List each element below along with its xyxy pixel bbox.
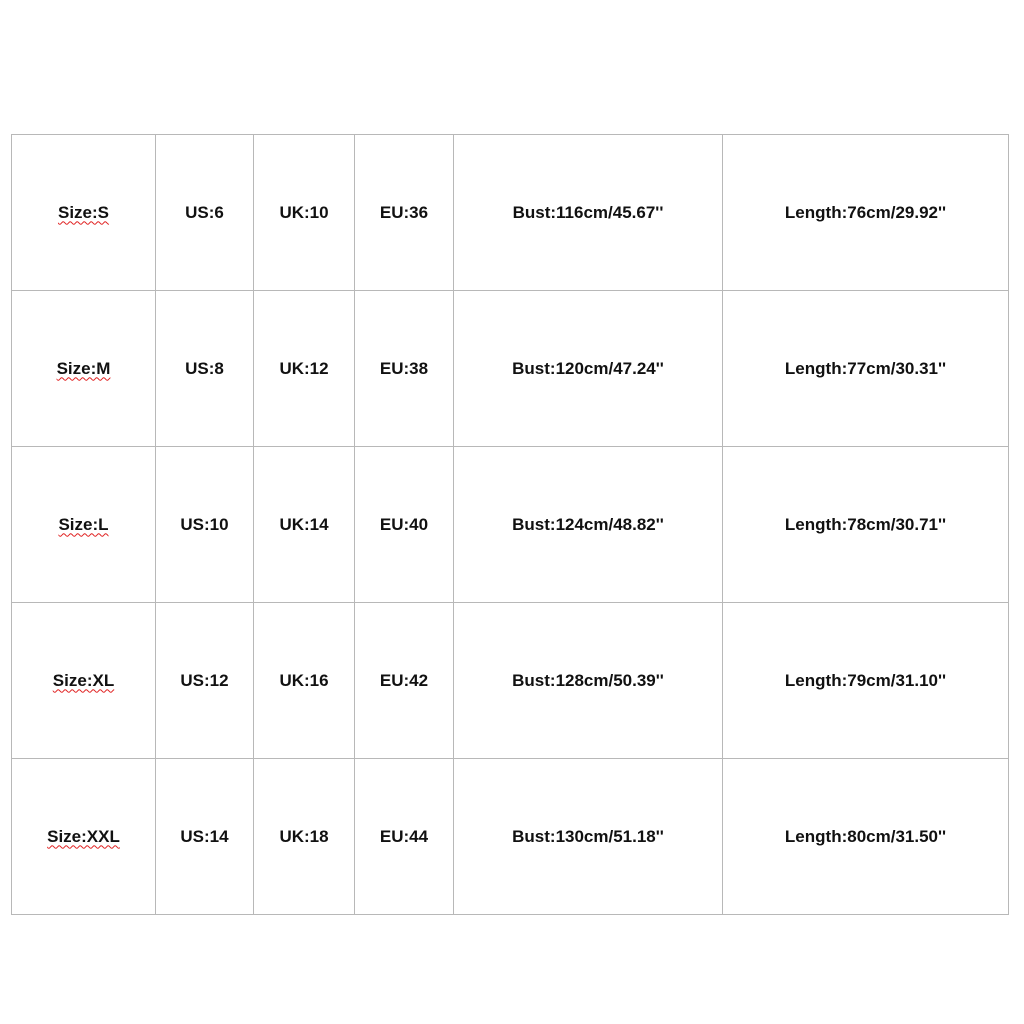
bust-cell: Bust:124cm/48.82'': [454, 447, 723, 603]
length-cell: Length:78cm/30.71'': [723, 447, 1009, 603]
eu-size-cell: EU:40: [355, 447, 454, 603]
length-cell: Length:80cm/31.50'': [723, 759, 1009, 915]
bust-cell: Bust:120cm/47.24'': [454, 291, 723, 447]
table-row: [12, 759, 1009, 915]
uk-size-cell: UK:16: [254, 603, 355, 759]
size-label: Size:S: [57, 202, 110, 222]
us-size-cell: US:10: [156, 447, 254, 603]
uk-size-cell: UK:14: [254, 447, 355, 603]
eu-size-cell: EU:42: [355, 603, 454, 759]
size-cell: [12, 603, 156, 759]
size-label: Size:L: [58, 514, 109, 534]
size-label: Size:M: [56, 358, 111, 378]
bust-cell: Bust:130cm/51.18'': [454, 759, 723, 915]
table-row: [12, 603, 1009, 759]
us-size-cell: US:14: [156, 759, 254, 915]
bust-cell: Bust:128cm/50.39'': [454, 603, 723, 759]
table-row: [12, 135, 1009, 291]
eu-size-cell: EU:44: [355, 759, 454, 915]
us-size-cell: US:6: [156, 135, 254, 291]
eu-size-cell: EU:36: [355, 135, 454, 291]
us-size-cell: US:8: [156, 291, 254, 447]
size-label: Size:XXL: [47, 826, 120, 846]
size-cell: [12, 291, 156, 447]
uk-size-cell: UK:18: [254, 759, 355, 915]
uk-size-cell: UK:12: [254, 291, 355, 447]
size-cell: [12, 759, 156, 915]
table-row: [12, 447, 1009, 603]
us-size-cell: US:12: [156, 603, 254, 759]
length-cell: Length:79cm/31.10'': [723, 603, 1009, 759]
table-row: [12, 291, 1009, 447]
size-chart-table: [11, 134, 1009, 915]
size-cell: [12, 447, 156, 603]
length-cell: Length:76cm/29.92'': [723, 135, 1009, 291]
size-cell: [12, 135, 156, 291]
eu-size-cell: EU:38: [355, 291, 454, 447]
length-cell: Length:77cm/30.31'': [723, 291, 1009, 447]
size-label: Size:XL: [52, 670, 115, 690]
uk-size-cell: UK:10: [254, 135, 355, 291]
bust-cell: Bust:116cm/45.67'': [454, 135, 723, 291]
